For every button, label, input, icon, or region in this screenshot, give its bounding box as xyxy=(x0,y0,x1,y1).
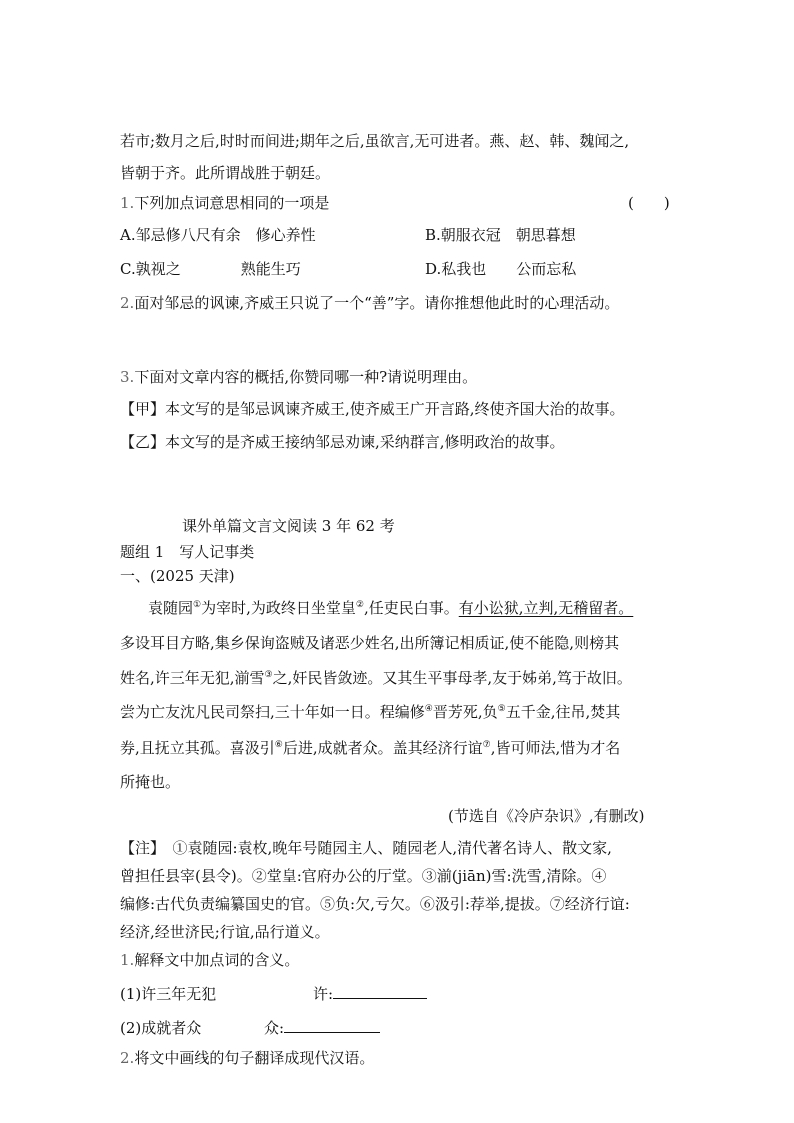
footnote-marker: ③ xyxy=(264,670,273,680)
passage-text-line: 多设耳目方略,集乡保询盗贼及诸恶少姓名,出所簿记相质证,使不能隐,则榜其 xyxy=(120,634,620,652)
passage-text-line: 所掩也。 xyxy=(120,773,181,791)
notes-line: 【注】 ①袁随园:袁枚,晚年号随园主人、随园老人,清代著名诗人、散文家, xyxy=(120,839,612,857)
footnote-marker: ⑤ xyxy=(497,704,506,714)
passage-text-line: 姓名,许三年无犯,湔雪③之,奸民皆敛迹。又其生平事母孝,友于姊弟,笃于故旧。 xyxy=(120,669,632,687)
answer-blank-line[interactable] xyxy=(284,1018,380,1033)
sub-question-1: (1)许三年无犯 xyxy=(120,985,217,1003)
question-2 xyxy=(120,293,619,313)
option-c: C.孰视之 熟能生巧 xyxy=(120,260,301,278)
underlined-sentence: 有小讼狱,立判,无稽留者。 xyxy=(458,599,634,617)
answer-blank-line[interactable] xyxy=(333,984,427,999)
footnote-marker: ② xyxy=(355,600,364,610)
footnote-marker: ④ xyxy=(424,704,433,714)
answer-blank-1: 许: xyxy=(313,984,427,1004)
question-text: 下列加点词意思相同的一项是 xyxy=(134,194,330,212)
passage-text-line: 袁随园①为宰时,为政终日坐堂皇②,任吏民白事。有小讼狱,立判,无稽留者。 xyxy=(148,599,634,617)
question-text: 面对邹忌的讽谏,齐威王只说了一个“善”字。请你推想他此时的心理活动。 xyxy=(134,294,620,312)
notes-line: 编修:古代负责编纂国史的官。⑤负:欠,亏欠。⑥汲引:荐举,提拔。⑦经济行谊: xyxy=(120,895,630,913)
answer-paren: ( ) xyxy=(628,194,670,212)
question-number: 1. xyxy=(120,951,135,969)
sub-question-2: (2)成就者众 xyxy=(120,1019,202,1037)
summary-yi: 【乙】本文写的是齐威王接纳邹忌劝谏,采纳群言,修明政治的故事。 xyxy=(120,433,565,451)
passage-text-line: 尝为亡友沈凡民司祭扫,三十年如一日。程编修④晋芳死,负⑤五千金,往吊,焚其 xyxy=(120,703,621,721)
question-number: 1. xyxy=(120,194,135,212)
question-number: 3. xyxy=(120,368,135,386)
notes-line: 曾担任县宰(县令)。②堂皇:官府办公的厅堂。③湔(jiān)雪:洗雪,清除。④ xyxy=(120,867,607,885)
notes-line: 经济,经世济民;行谊,品行道义。 xyxy=(120,923,330,941)
summary-jia: 【甲】本文写的是邹忌讽谏齐威王,使齐威王广开言路,终使齐国大治的故事。 xyxy=(120,400,625,418)
question-group: 题组 1 写人记事类 xyxy=(120,543,255,561)
footnote-marker: ⑥ xyxy=(274,740,283,750)
question-text: 将文中画线的句子翻译成现代汉语。 xyxy=(134,1049,375,1067)
section-title: 课外单篇文言文阅读 3 年 62 考 xyxy=(182,517,395,535)
option-b: B.朝服衣冠 朝思暮想 xyxy=(425,226,576,244)
question-number: 2. xyxy=(120,294,135,312)
answer-blank-2: 众: xyxy=(264,1018,380,1038)
item-heading: 一、(2025 天津) xyxy=(120,567,235,585)
question-b1 xyxy=(120,950,299,970)
passage-text-line: 券,且抚立其孤。喜汲引⑥后进,成就者众。盖其经济行谊⑦,皆可师法,惜为才名 xyxy=(120,739,621,757)
question-text: 解释文中加点词的含义。 xyxy=(134,951,300,969)
option-d: D.私我也 公而忘私 xyxy=(425,260,577,278)
question-b2 xyxy=(120,1048,374,1068)
question-3 xyxy=(120,367,477,387)
footnote-marker: ① xyxy=(193,600,202,610)
passage-source: (节选自《冷庐杂识》,有删改) xyxy=(448,807,645,825)
question-number: 2. xyxy=(120,1049,135,1067)
question-text: 下面对文章内容的概括,你赞同哪一种?请说明理由。 xyxy=(134,368,478,386)
passage-text-line: 若市;数月之后,时时而间进;期年之后,虽欲言,无可进者。燕、赵、韩、魏闻之, xyxy=(120,132,630,150)
question-1 xyxy=(120,193,329,213)
passage-text-line: 皆朝于齐。此所谓战胜于朝廷。 xyxy=(120,164,331,182)
footnote-marker: ⑦ xyxy=(482,740,491,750)
option-a: A.邹忌修八尺有余 修心养性 xyxy=(120,226,316,244)
